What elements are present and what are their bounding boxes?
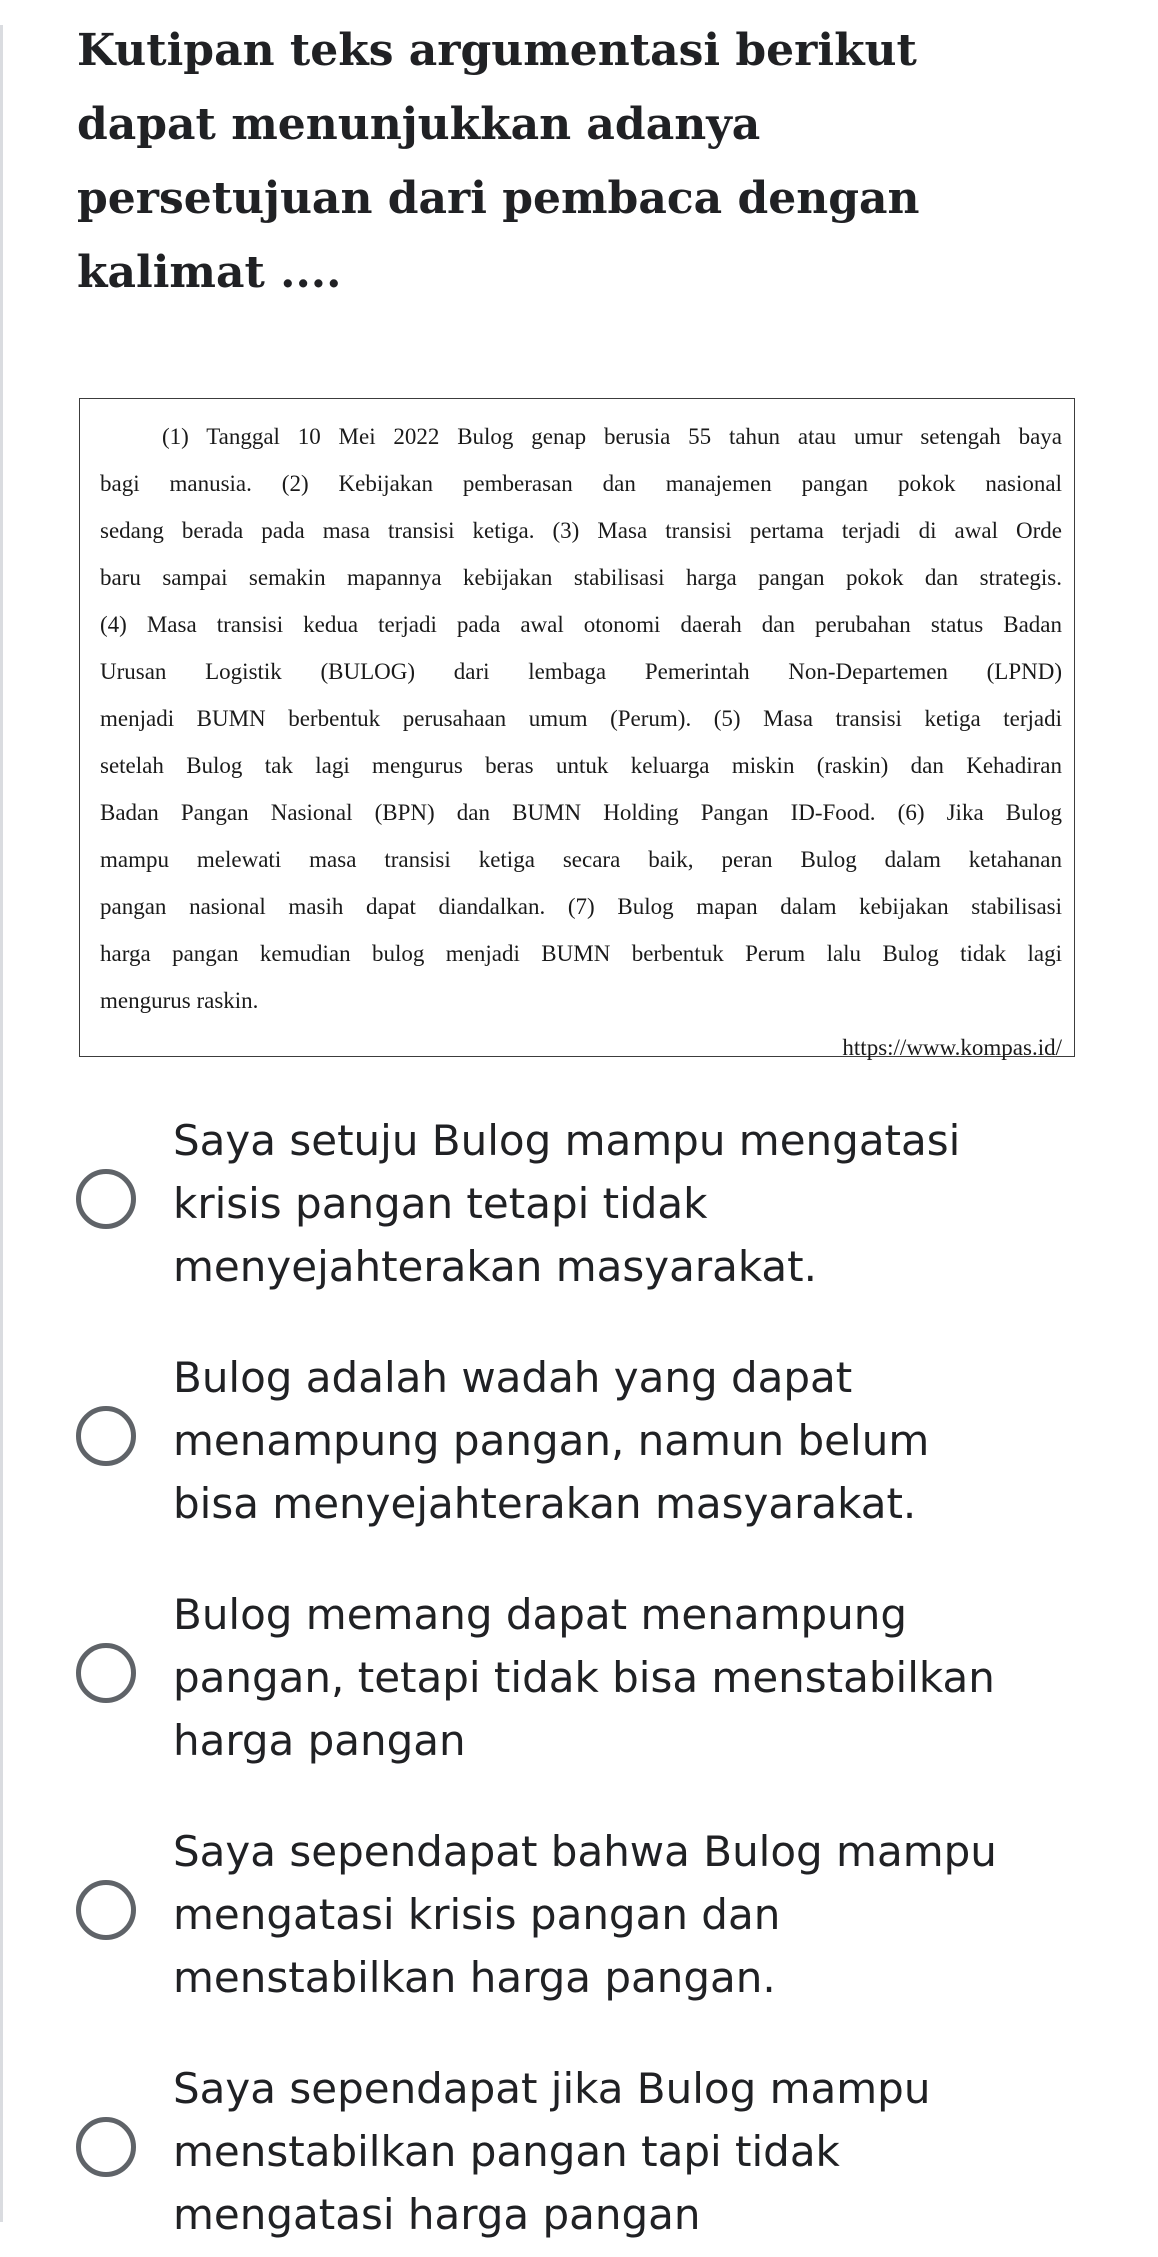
question-title-line: persetujuan dari pembaca dengan: [77, 173, 920, 224]
passage-line: mengurus raskin.: [100, 988, 259, 1013]
option-label[interactable]: [173, 2057, 930, 2246]
option-label-line: menyejahterakan masyarakat.: [173, 1242, 817, 1291]
passage-line: Badan Pangan Nasional (BPN) dan BUMN Holding Pangan ID-Food. (6) Jika Bulog: [100, 800, 1062, 825]
radio-unchecked-icon[interactable]: [76, 1880, 136, 1940]
question-title-line: dapat menunjukkan adanya: [77, 99, 761, 150]
option-e[interactable]: [60, 2057, 1140, 2257]
passage-line: setelah Bulog tak lagi mengurus beras untuk keluarga miskin (raskin) dan Kehadiran: [100, 753, 1062, 778]
passage-line: (4) Masa transisi kedua terjadi pada awal otonomi daerah dan perubahan status Badan: [100, 612, 1062, 637]
passage-line: baru sampai semakin mapannya kebijakan stabilisasi harga pangan pokok dan strategis.: [100, 565, 1062, 590]
question-title-line: Kutipan teks argumentasi berikut: [77, 25, 917, 76]
option-label-line: menstabilkan harga pangan.: [173, 1953, 776, 2002]
option-label-line: mengatasi krisis pangan dan: [173, 1890, 781, 1939]
passage-line: sedang berada pada masa transisi ketiga. (3) Masa transisi pertama terjadi di awal Orde: [100, 518, 1062, 543]
option-label[interactable]: [173, 1346, 929, 1535]
passage-image-box: [79, 398, 1075, 1060]
passage-line: Urusan Logistik (BULOG) dari lembaga Pemerintah Non-Departemen (LPND): [100, 659, 1062, 684]
passage-line: mampu melewati masa transisi ketiga secara baik, peran Bulog dalam ketahanan: [100, 847, 1062, 872]
option-label-line: Bulog adalah wadah yang dapat: [173, 1353, 853, 1402]
option-label-line: Saya setuju Bulog mampu mengatasi: [173, 1116, 961, 1165]
option-d[interactable]: [60, 1820, 1140, 2020]
option-label-line: menstabilkan pangan tapi tidak: [173, 2127, 840, 2176]
option-label-line: pangan, tetapi tidak bisa menstabilkan: [173, 1653, 995, 1702]
left-rail-divider: [0, 25, 3, 2222]
radio-unchecked-icon[interactable]: [76, 2117, 136, 2177]
passage-text: [100, 413, 1062, 1071]
option-label[interactable]: [173, 1583, 995, 1772]
option-label-line: harga pangan: [173, 1716, 466, 1765]
option-label-line: krisis pangan tetapi tidak: [173, 1179, 708, 1228]
option-b[interactable]: [60, 1346, 1140, 1546]
option-label[interactable]: [173, 1109, 960, 1298]
option-label-line: mengatasi harga pangan: [173, 2190, 701, 2239]
option-label-line: menampung pangan, namun belum: [173, 1416, 930, 1465]
option-a[interactable]: [60, 1109, 1140, 1309]
passage-line: menjadi BUMN berbentuk perusahaan umum (Perum). (5) Masa transisi ketiga terjadi: [100, 706, 1062, 731]
question-title-line: kalimat ....: [77, 247, 342, 298]
passage-line: pangan nasional masih dapat diandalkan. (7) Bulog mapan dalam kebijakan stabilisasi: [100, 894, 1062, 919]
passage-line: (1) Tanggal 10 Mei 2022 Bulog genap berusia 55 tahun atau umur setengah baya: [162, 424, 1062, 449]
radio-unchecked-icon[interactable]: [76, 1643, 136, 1703]
option-label-line: Saya sependapat bahwa Bulog mampu: [173, 1827, 997, 1876]
option-label[interactable]: [173, 1820, 997, 2009]
passage-line: bagi manusia. (2) Kebijakan pemberasan dan manajemen pangan pokok nasional: [100, 471, 1062, 496]
question-title: [77, 14, 1117, 310]
passage-line: harga pangan kemudian bulog menjadi BUMN berbentuk Perum lalu Bulog tidak lagi: [100, 941, 1062, 966]
option-c[interactable]: [60, 1583, 1140, 1783]
radio-unchecked-icon[interactable]: [76, 1169, 136, 1229]
passage-source: https://www.kompas.id/: [842, 1035, 1062, 1060]
option-label-line: bisa menyejahterakan masyarakat.: [173, 1479, 917, 1528]
radio-unchecked-icon[interactable]: [76, 1406, 136, 1466]
option-label-line: Saya sependapat jika Bulog mampu: [173, 2064, 931, 2113]
option-label-line: Bulog memang dapat menampung: [173, 1590, 908, 1639]
